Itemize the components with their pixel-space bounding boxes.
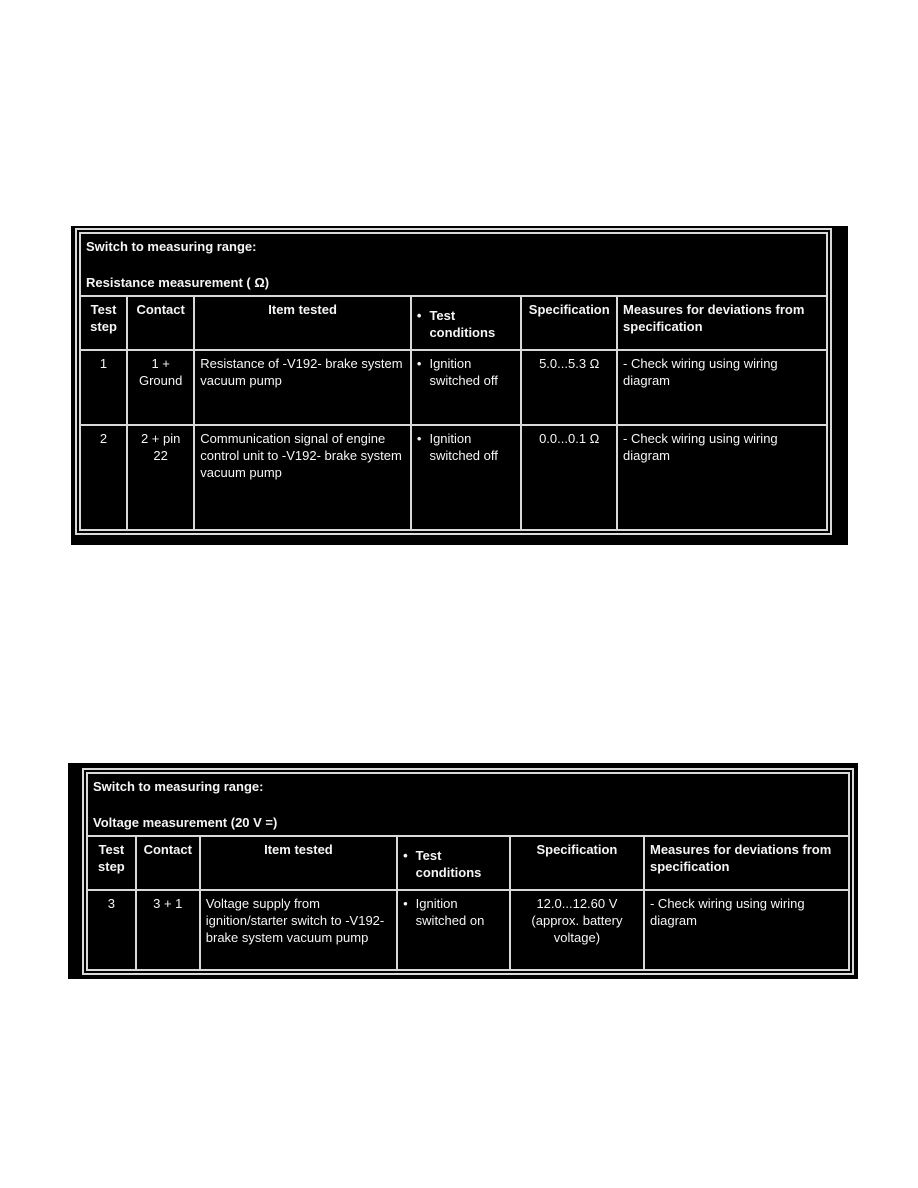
caption-line-2: Resistance measurement ( Ω) [86, 275, 270, 290]
item-tested-cell: Communication signal of engine control unit to -V192- brake system vacuum pump [194, 425, 411, 530]
test-step-cell: 1 [80, 350, 127, 425]
bullet-icon: • [403, 896, 408, 911]
table-caption [80, 233, 827, 296]
contact-cell [127, 350, 194, 425]
bullet-icon: • [403, 848, 408, 863]
header-test-step: Test step [87, 836, 136, 890]
test-condition-value: Ignition switched off [429, 431, 498, 464]
bullet-icon: • [416, 308, 422, 323]
voltage-measurement-table [86, 772, 850, 971]
table-row [87, 890, 849, 970]
caption-line-1: Switch to measuring range: [86, 239, 257, 254]
table-row [80, 425, 827, 530]
contact-value: 1 + Ground [138, 356, 183, 388]
test-condition-value: Ignition switched on [415, 896, 485, 928]
voltage-table-frame [82, 768, 854, 975]
test-conditions-cell [397, 890, 510, 970]
specification-cell: 5.0...5.3 Ω [521, 350, 617, 425]
test-condition-value: Ignition switched off [429, 356, 498, 388]
header-specification: Specification [521, 296, 617, 350]
header-measures: Measures for deviations from specification [644, 836, 849, 890]
measures-cell: - Check wiring using wiring diagram [617, 425, 827, 530]
voltage-table-panel [68, 763, 858, 979]
resistance-table-frame [75, 228, 832, 535]
header-test-conditions [397, 836, 510, 890]
table-caption [87, 773, 849, 836]
test-conditions-cell [411, 425, 522, 530]
test-conditions-cell [411, 350, 522, 425]
header-item-tested: Item tested [194, 296, 411, 350]
item-tested-cell: Voltage supply from ignition/starter switch to -V192- brake system vacuum pump [200, 890, 397, 970]
contact-value: 3 + 1 [153, 896, 183, 911]
table-caption-row [87, 773, 849, 836]
caption-line-1: Switch to measuring range: [93, 779, 264, 794]
measures-cell: - Check wiring using wiring diagram [617, 350, 827, 425]
test-step-cell: 3 [87, 890, 136, 970]
header-measures: Measures for deviations from specification [617, 296, 827, 350]
resistance-measurement-table [79, 232, 828, 531]
caption-line-2: Voltage measurement (20 V =) [93, 815, 278, 830]
header-test-conditions-label: Test conditions [415, 848, 482, 880]
bullet-icon: • [416, 431, 422, 447]
header-test-step: Test step [80, 296, 127, 350]
test-step-cell: 2 [80, 425, 127, 530]
resistance-table-panel [71, 226, 848, 545]
measures-cell: - Check wiring using wiring diagram [644, 890, 849, 970]
table-header-row [87, 836, 849, 890]
header-item-tested: Item tested [200, 836, 397, 890]
table-header-row [80, 296, 827, 350]
header-contact: Contact [136, 836, 200, 890]
contact-value: 2 + pin 22 [140, 431, 181, 464]
specification-cell: 0.0...0.1 Ω [521, 425, 617, 530]
item-tested-cell: Resistance of -V192- brake system vacuum pump [194, 350, 411, 425]
specification-cell: 12.0...12.60 V (approx. battery voltage) [510, 890, 644, 970]
bullet-icon: • [416, 356, 422, 371]
header-test-conditions-label: Test conditions [429, 308, 496, 340]
contact-cell [127, 425, 194, 530]
table-row [80, 350, 827, 425]
header-test-conditions [411, 296, 522, 350]
contact-cell [136, 890, 200, 970]
header-specification: Specification [510, 836, 644, 890]
table-caption-row [80, 233, 827, 296]
header-contact: Contact [127, 296, 194, 350]
